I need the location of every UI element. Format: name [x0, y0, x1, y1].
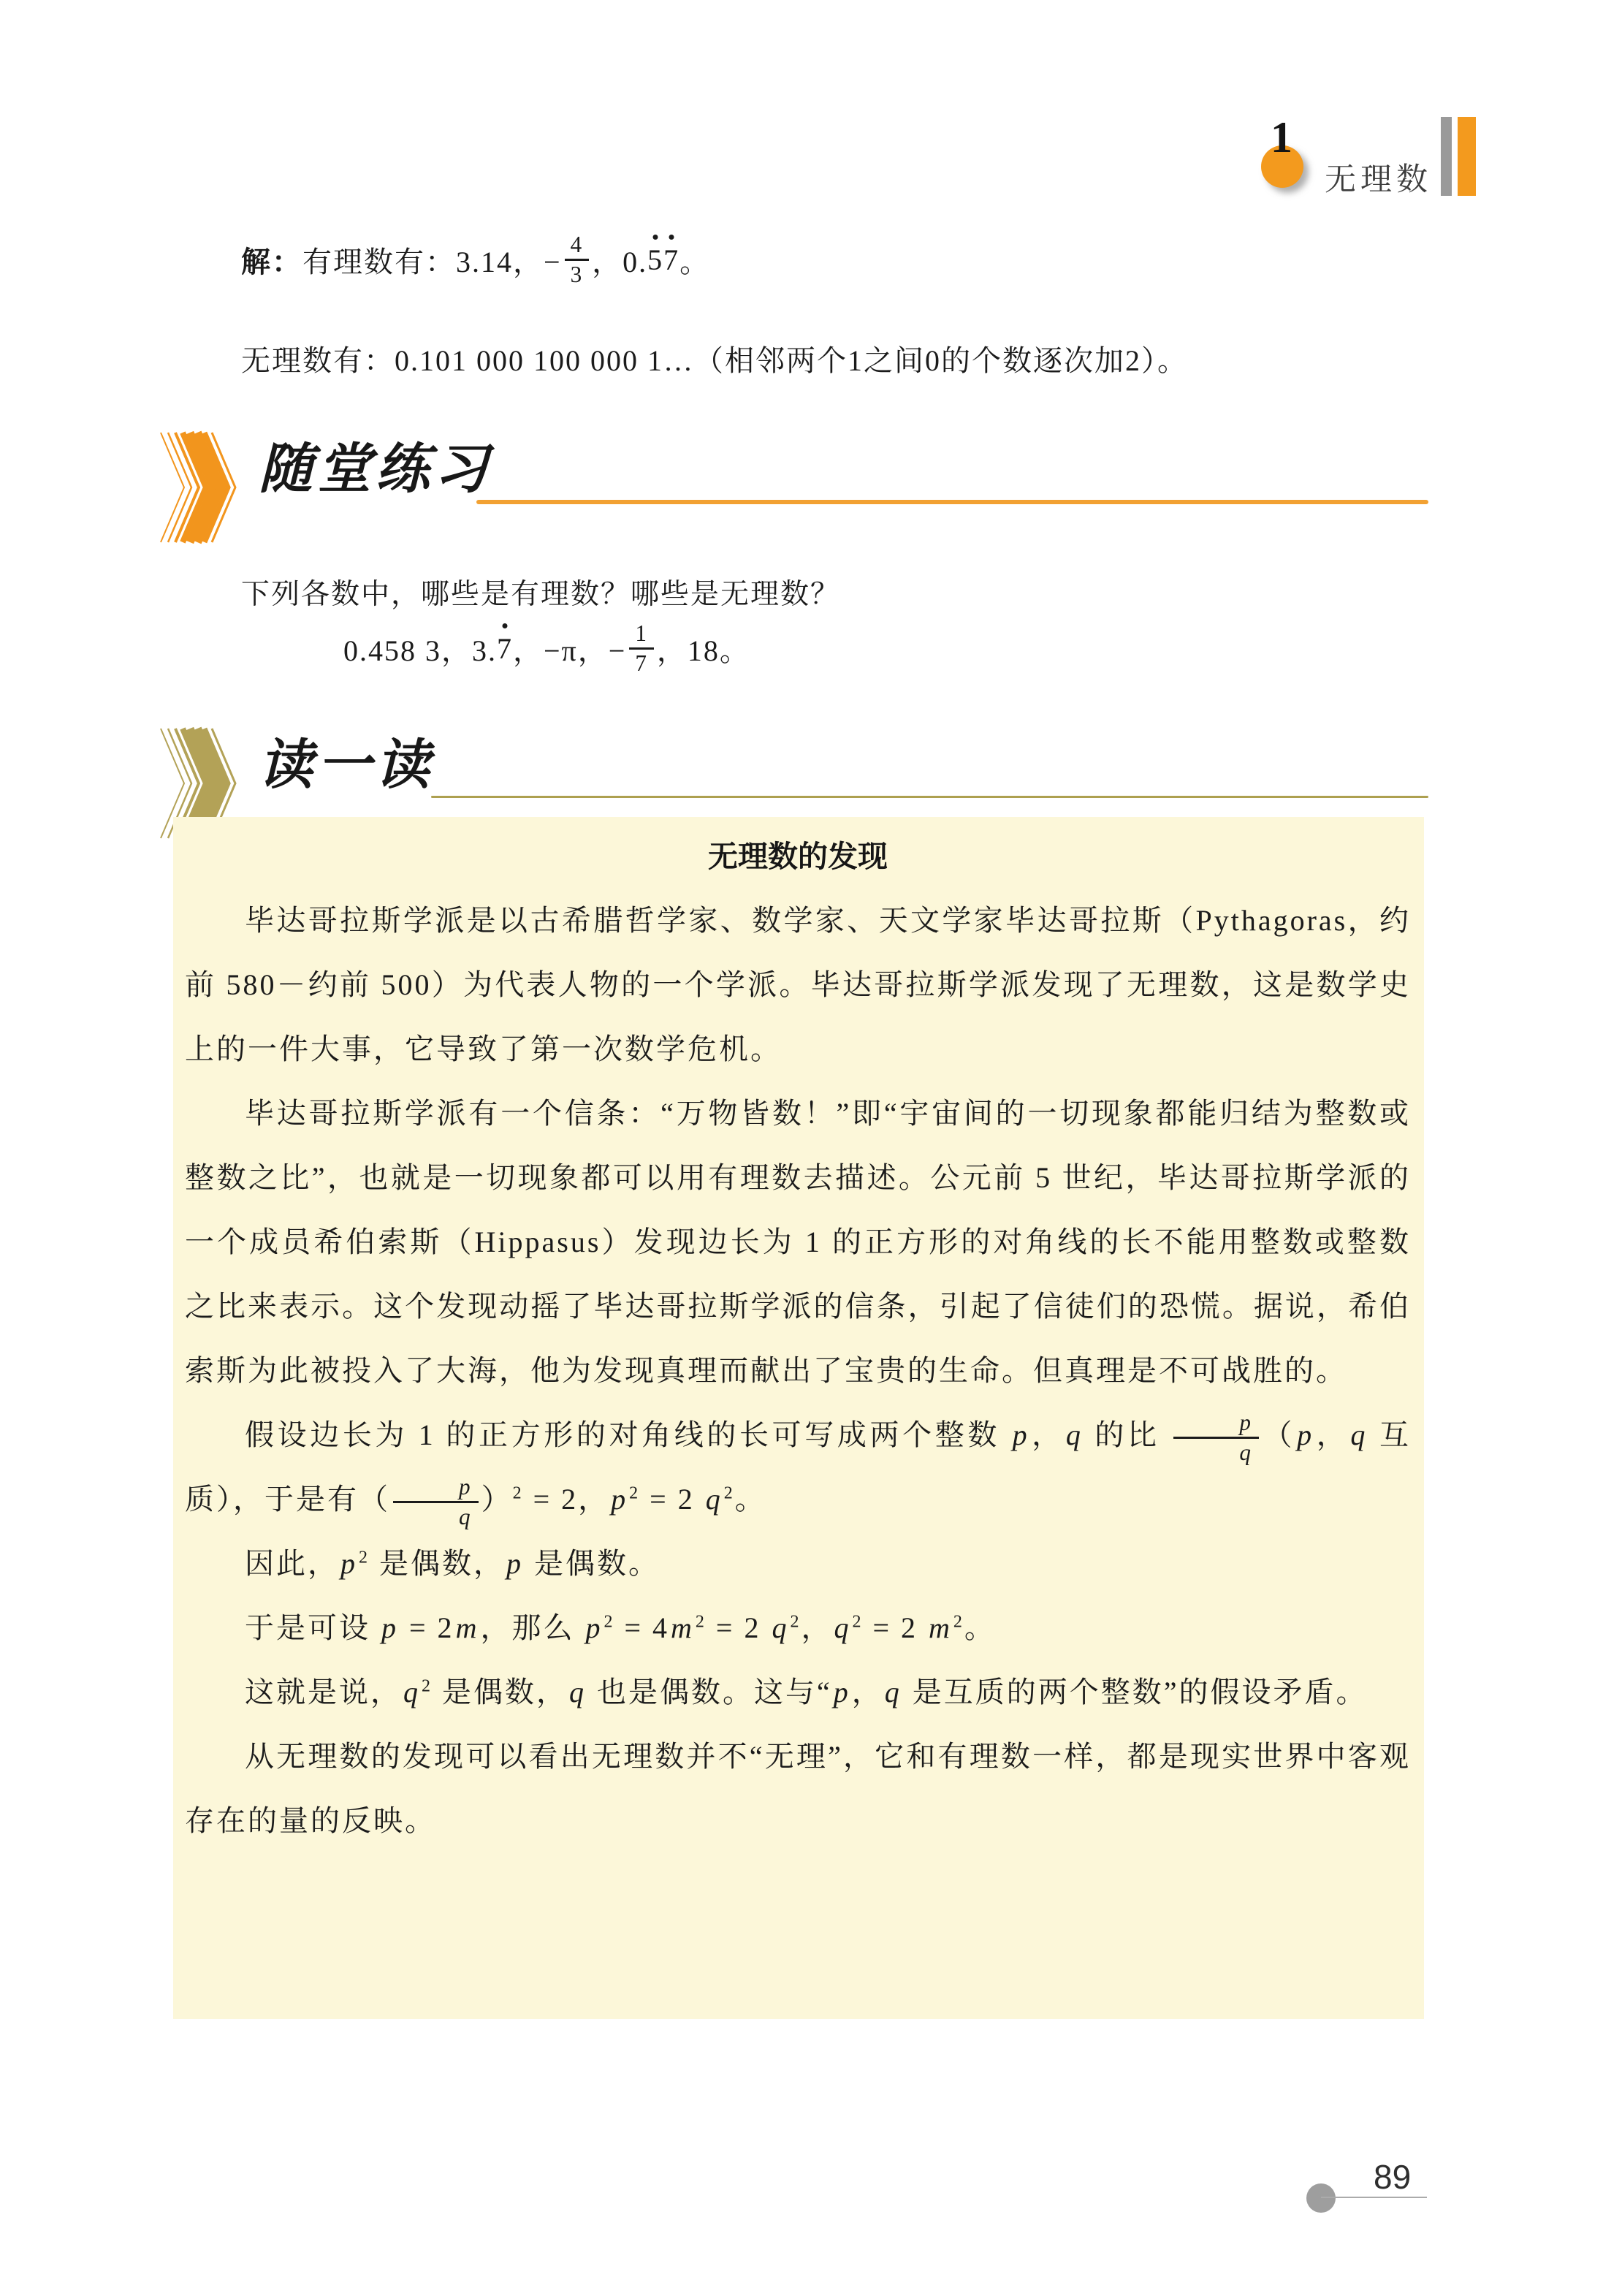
superscript: 2	[790, 1612, 802, 1632]
reading-paragraph-2: 毕达哥拉斯学派有一个信条：“万物皆数！”即“宇宙间的一切现象都能归结为整数或整数之比”，也就是一切现象都可以用有理数去描述。公元前 5 世纪，毕达哥拉斯学派的一个成员希伯索斯（Hippasus）发现边长为 1 的正方形的对角线的长不能用整数或整数之比来表示。这个发现动摇了毕达哥拉斯学派的信条，引起了信徒们的恐慌。据说，希伯索斯为此被投入了大海，他为发现真理而献出了宝贵的生命。但真理是不可战胜的。	[185, 1097, 1411, 1387]
header-gray-bar	[1441, 117, 1452, 196]
reading-section-title: 读一读	[259, 736, 434, 796]
math-variable: m	[455, 1611, 479, 1644]
repeating-digit: 7	[663, 243, 680, 276]
fraction-p-q	[1173, 1410, 1259, 1466]
reading-paragraph-1: 毕达哥拉斯学派是以古希腊哲学家、数学家、天文学家毕达哥拉斯（Pythagoras，约前 580－约前 500）为代表人物的一个学派。毕达哥拉斯学派发现了无理数，这是数学史上的一件大事，它导致了第一次数学危机。	[185, 904, 1411, 1065]
text-segment: ，	[801, 1611, 833, 1644]
reading-paragraph-7: 从无理数的发现可以看出无理数并不“无理”，它和有理数一样，都是现实世界中客观存在的量的反映。	[185, 1740, 1411, 1837]
fraction-numerator: 1	[629, 620, 654, 650]
text-segment: ，18。	[656, 634, 750, 667]
reading-paragraph-5	[185, 1596, 1411, 1660]
fraction-denominator: 3	[570, 261, 584, 287]
text-segment: ，那么	[480, 1611, 585, 1644]
fraction-1-7	[629, 620, 654, 677]
superscript: 2	[695, 1612, 707, 1632]
text-segment: = 2	[640, 1483, 704, 1516]
text-segment: ，−π，−	[513, 634, 627, 667]
math-variable: p	[833, 1676, 850, 1708]
math-variable: q	[834, 1611, 851, 1644]
reading-divider-line	[431, 796, 1428, 798]
text-segment: （	[1261, 1418, 1296, 1451]
math-variable: q	[772, 1611, 789, 1644]
math-variable: p	[1012, 1418, 1029, 1451]
math-variable: q	[569, 1676, 586, 1708]
math-variable: q	[1065, 1418, 1083, 1451]
text-segment: 假设边长为 1 的正方形的对角线的长可写成两个整数	[245, 1418, 1011, 1451]
footer-dot	[1306, 2183, 1336, 2213]
text-segment: = 2	[863, 1611, 928, 1644]
text-segment: 于是可设	[245, 1611, 380, 1644]
fraction-p-q	[393, 1474, 479, 1530]
fraction-denominator: 7	[635, 650, 648, 676]
text-segment: = 4	[614, 1611, 670, 1644]
math-variable: q	[1350, 1418, 1368, 1451]
footer-line	[1321, 2197, 1427, 2198]
math-variable: p	[381, 1611, 398, 1644]
header-orange-bar	[1458, 117, 1476, 196]
math-variable: p	[1297, 1418, 1314, 1451]
text-segment: 。	[734, 1483, 766, 1516]
math-variable: p	[611, 1483, 628, 1516]
text-segment: 也是偶数。这与“	[587, 1676, 832, 1708]
repeating-digit: 5	[647, 243, 664, 276]
text-segment: 。	[964, 1611, 996, 1644]
text-segment: ，0.	[592, 245, 648, 278]
math-variable: p	[340, 1547, 357, 1580]
superscript: 2	[359, 1548, 370, 1567]
practice-numbers	[343, 608, 750, 688]
solution-line-irrational: 无理数有：0.101 000 100 000 1…（相邻两个1之间0的个数逐次加2）。	[241, 344, 1188, 377]
text-segment: 的比	[1084, 1418, 1171, 1451]
reading-paragraph-3	[185, 1403, 1411, 1532]
fraction-numerator: 4	[565, 232, 590, 261]
math-variable: q	[403, 1676, 420, 1708]
superscript: 2	[422, 1676, 433, 1696]
math-variable: p	[506, 1547, 523, 1580]
text-segment: = 2，	[523, 1483, 610, 1516]
text-segment: 是偶数，	[433, 1676, 568, 1708]
text-segment: 0.458 3，3.	[343, 634, 497, 667]
text-segment: 是偶数。	[525, 1547, 660, 1580]
text-segment: ，	[1030, 1418, 1065, 1451]
solution-line-rational	[241, 216, 710, 303]
page-number: 89	[1374, 2158, 1412, 2196]
superscript: 2	[604, 1612, 615, 1632]
reading-box	[173, 817, 1424, 2019]
superscript: 2	[953, 1612, 964, 1632]
math-variable: q	[884, 1676, 902, 1708]
text-segment: 这就是说，	[245, 1676, 402, 1708]
practice-section-header	[158, 430, 492, 545]
fraction-denominator: q	[459, 1504, 473, 1530]
text-segment: 是互质的两个整数”的假设矛盾。	[902, 1676, 1368, 1708]
math-variable: m	[929, 1611, 952, 1644]
chevron-decoration-icon	[158, 430, 247, 545]
superscript: 2	[723, 1483, 735, 1503]
reading-paragraph-6	[185, 1660, 1411, 1725]
text-segment: ）	[481, 1483, 513, 1516]
reading-box-title: 无理数的发现	[708, 840, 888, 873]
text-segment: 因此，	[245, 1547, 339, 1580]
rational-numbers-text: 有理数有：3.14，−	[302, 245, 562, 278]
superscript: 2	[629, 1483, 641, 1503]
reading-paragraph-4	[185, 1532, 1411, 1596]
text-segment: ，	[1315, 1418, 1349, 1451]
math-variable: p	[585, 1611, 603, 1644]
repeating-digit: 7	[497, 631, 513, 665]
superscript: 2	[852, 1612, 864, 1632]
text-segment: 是偶数，	[370, 1547, 505, 1580]
math-variable: m	[671, 1611, 694, 1644]
chapter-title: 无理数	[1325, 163, 1432, 197]
fraction-numerator: p	[393, 1474, 479, 1503]
practice-section-title: 随堂练习	[259, 440, 492, 500]
chapter-number: 1	[1271, 113, 1292, 161]
text-segment: 。	[679, 245, 711, 278]
practice-divider-line	[476, 500, 1428, 504]
math-variable: q	[705, 1483, 723, 1516]
text-segment: = 2	[400, 1611, 454, 1644]
text-segment: 互质），于是有（	[185, 1418, 1412, 1516]
fraction-numerator: p	[1173, 1410, 1259, 1439]
text-segment: = 2	[706, 1611, 771, 1644]
fraction-4-3	[565, 232, 590, 288]
superscript: 2	[512, 1483, 524, 1503]
practice-question: 下列各数中，哪些是有理数？哪些是无理数？	[241, 579, 841, 610]
text-segment: ，	[851, 1676, 883, 1708]
solution-label: 解：	[241, 246, 302, 278]
fraction-denominator: q	[1239, 1440, 1253, 1466]
